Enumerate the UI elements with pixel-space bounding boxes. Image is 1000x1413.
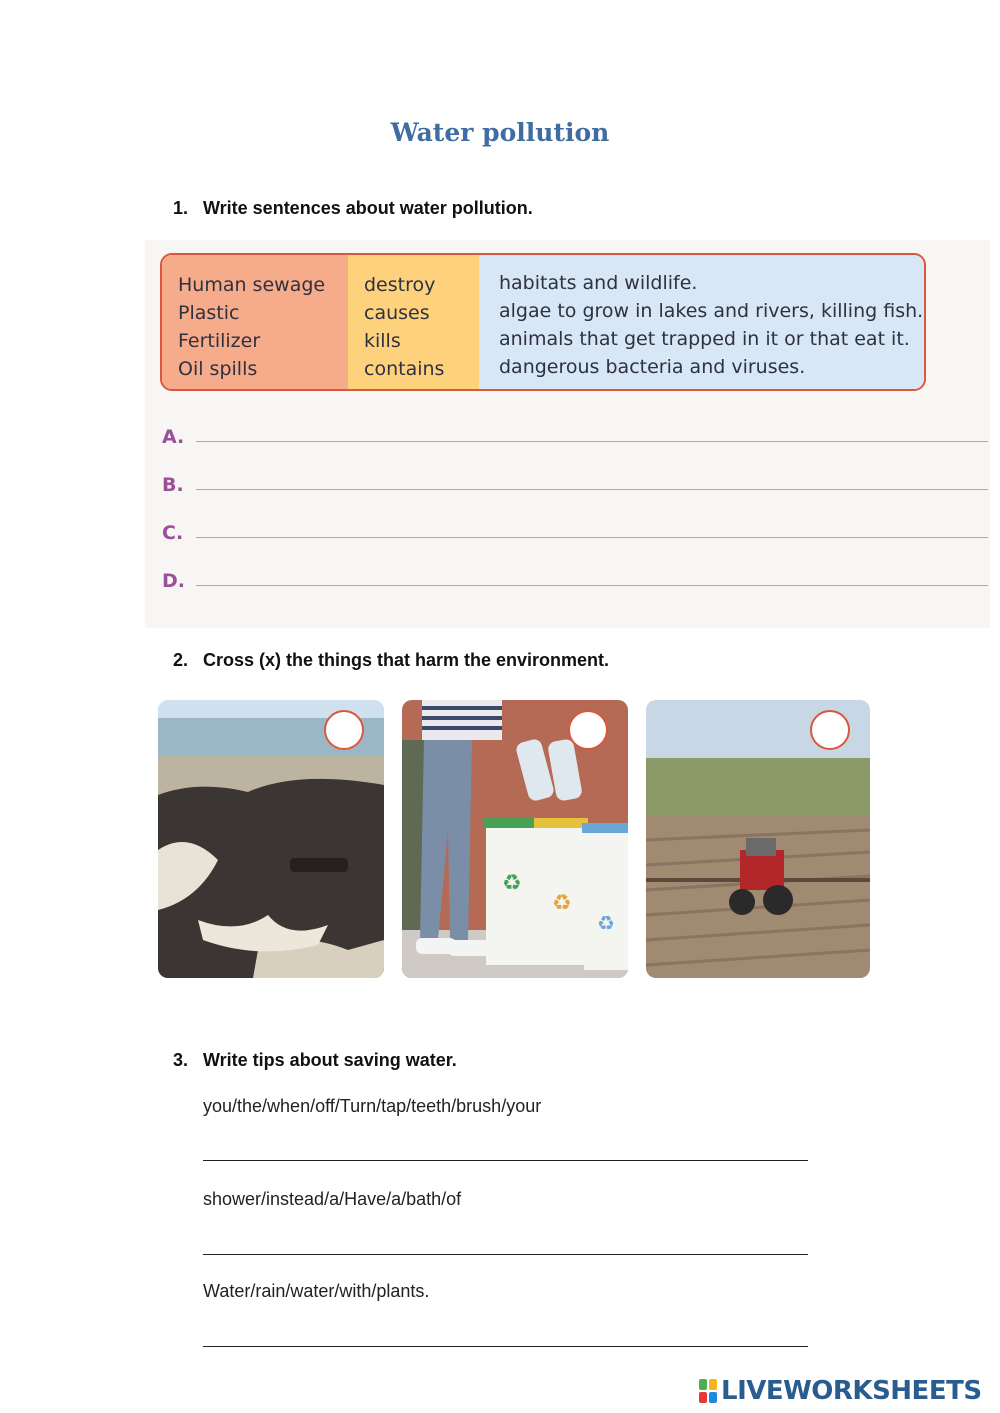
question-3-text: Write tips about saving water. <box>203 1050 457 1070</box>
tip-prompt-2: shower/instead/a/Have/a/bath/of <box>203 1189 462 1209</box>
recycling-photo <box>402 700 628 978</box>
answer-input-a[interactable] <box>196 441 988 442</box>
object-item: animals that get trapped in it or that eat it. <box>499 328 910 350</box>
question-1-text: Write sentences about water pollution. <box>203 198 533 218</box>
subject-item: Fertilizer <box>178 330 261 352</box>
answer-row-b <box>162 466 988 496</box>
object-item: dangerous bacteria and viruses. <box>499 356 806 378</box>
question-1-number: 1. <box>173 198 189 218</box>
answer-input-b[interactable] <box>196 489 988 490</box>
logo-text: LIVEWORKSHEETS <box>721 1376 982 1406</box>
question-2-text: Cross (x) the things that harm the environment. <box>203 650 610 670</box>
tip-prompt-3: Water/rain/water/with/plants. <box>203 1281 430 1301</box>
tractor-photo <box>646 700 870 978</box>
question-2-number: 2. <box>173 650 189 670</box>
svg-text:♻: ♻ <box>597 911 615 935</box>
question-2-heading <box>173 650 609 671</box>
liveworksheets-logo <box>698 1376 982 1406</box>
cross-checkbox-1[interactable] <box>324 710 364 750</box>
answer-row-d <box>162 562 988 592</box>
cross-checkbox-2[interactable] <box>568 710 608 750</box>
object-item: algae to grow in lakes and rivers, killing fish. <box>499 300 924 322</box>
tip-prompt-1: you/the/when/off/Turn/tap/teeth/brush/your <box>203 1096 542 1116</box>
answer-row-c <box>162 514 988 544</box>
answer-letter: C. <box>162 522 184 544</box>
subject-item: Human sewage <box>178 274 326 296</box>
verb-item: causes <box>364 302 430 324</box>
objects-column <box>479 255 924 389</box>
tip-answer-3[interactable] <box>203 1346 808 1347</box>
oil-spill-photo <box>158 700 384 978</box>
answer-input-c[interactable] <box>196 537 988 538</box>
answer-letter: A. <box>162 426 185 448</box>
svg-text:♻: ♻ <box>502 871 522 896</box>
verb-item: contains <box>364 358 445 380</box>
question-3-number: 3. <box>173 1050 189 1070</box>
subject-item: Oil spills <box>178 358 258 380</box>
subject-item: Plastic <box>178 302 240 324</box>
object-item: habitats and wildlife. <box>499 272 698 294</box>
verbs-column <box>348 255 479 389</box>
cross-checkbox-3[interactable] <box>810 710 850 750</box>
subjects-column <box>162 255 348 389</box>
answer-letter: B. <box>162 474 184 496</box>
tip-answer-2[interactable] <box>203 1254 808 1255</box>
verb-item: kills <box>364 330 401 352</box>
answer-letter: D. <box>162 570 185 592</box>
svg-text:♻: ♻ <box>552 891 572 916</box>
tip-answer-1[interactable] <box>203 1160 808 1161</box>
page-title: Water pollution <box>390 118 610 147</box>
word-table <box>160 253 926 391</box>
question-1-heading <box>173 198 533 219</box>
logo-mark-icon <box>698 1378 718 1404</box>
answer-row-a <box>162 418 988 448</box>
question-3-heading <box>173 1050 457 1071</box>
answer-input-d[interactable] <box>196 585 988 586</box>
verb-item: destroy <box>364 274 436 296</box>
